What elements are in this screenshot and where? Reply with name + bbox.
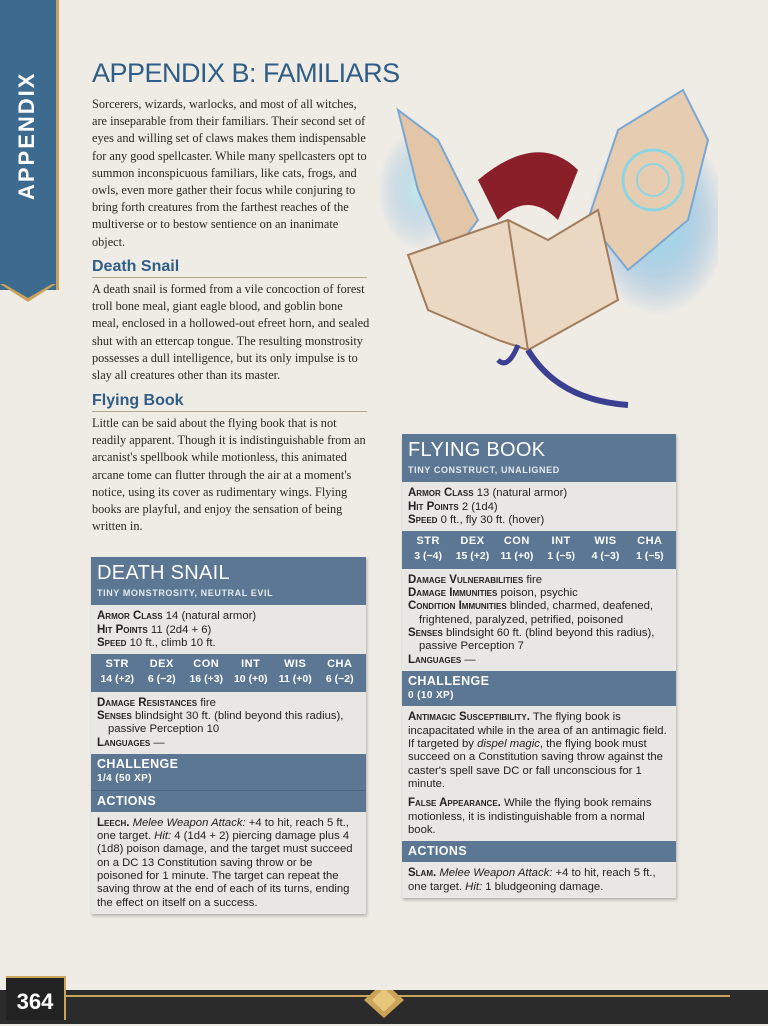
challenge-label: CHALLENGE xyxy=(97,756,179,771)
page-footer xyxy=(0,990,768,1024)
speed-label: Speed xyxy=(97,636,127,649)
trait-text: While the flying book remains motionless, it is indistinguishable from a normal book. xyxy=(408,797,652,836)
senses-value: blindsight 30 ft. (blind beyond this radius), passive Perception 10 xyxy=(108,710,344,736)
condition-immunities-label: Condition Immunities xyxy=(408,600,507,613)
actions-label: ACTIONS xyxy=(408,844,468,859)
condition-immunities-value: blinded, charmed, deafened, frightened, paralyzed, petrified, poisoned xyxy=(419,600,654,626)
challenge-label: CHALLENGE xyxy=(408,673,490,688)
challenge-value: 1/4 (50 XP) xyxy=(97,773,152,785)
page-number: 364 xyxy=(6,976,66,1020)
hp-value: 2 (1d4) xyxy=(461,500,498,513)
actions-band xyxy=(91,790,366,812)
languages-value: — xyxy=(464,653,476,666)
footer-ornament xyxy=(0,990,768,1024)
damage-immunities-value: poison, psychic xyxy=(500,587,578,600)
intro-paragraph: Sorcerers, wizards, warlocks, and most of all witches, are inseparable from their familiars. Their second set of eyes and willing set of claws makes them indispensable for any good spellcaster. While many spellcasters opt to summon inconspicuous familiars, like cats, frogs, and owls, even more gather their focus while conjuring to bring forth creatures from the farthest reaches of the multiverse or to bestow sentience on an inanimate object. xyxy=(92,97,367,249)
trait-text: , the flying book must succeed on a Constitution saving throw against the caster's spell save DC or fall unconscious for 1 minute. xyxy=(408,738,663,790)
ability-value: 1 (−5) xyxy=(547,550,576,563)
challenge-band xyxy=(91,754,366,790)
resistances-value: fire xyxy=(200,696,216,709)
ability-value: 3 (−4) xyxy=(414,550,443,563)
ability-value: 6 (−2) xyxy=(325,673,354,686)
death-snail-heading: Death Snail xyxy=(92,258,367,278)
languages-value: — xyxy=(153,736,165,749)
action-text: 1 bludgeoning damage. xyxy=(482,880,604,893)
challenge-value: 0 (10 XP) xyxy=(408,690,454,702)
ability-name: STR xyxy=(416,535,440,548)
action-leech xyxy=(97,817,360,910)
flying-book-heading: Flying Book xyxy=(92,392,367,412)
side-tab-ornament xyxy=(0,284,56,304)
defense-section xyxy=(91,605,366,654)
flying-book-illustration xyxy=(378,70,718,420)
ability-value: 6 (−2) xyxy=(147,673,176,686)
ability-value: 1 (−5) xyxy=(635,550,664,563)
languages-label: Languages xyxy=(408,653,462,666)
ability-value: 16 (+3) xyxy=(189,673,224,686)
ability-value: 4 (−3) xyxy=(591,550,620,563)
ability-name: DEX xyxy=(460,535,485,548)
creature-name: DEATH SNAIL xyxy=(97,562,230,584)
trait-antimagic xyxy=(408,711,670,791)
senses-value: blindsight 60 ft. (blind beyond this radius), passive Perception 7 xyxy=(419,626,655,653)
ability-name: CON xyxy=(193,658,220,671)
hit-label: Hit: xyxy=(154,830,172,843)
trait-false-appearance xyxy=(408,797,670,837)
ac-value: 14 (natural armor) xyxy=(165,610,257,623)
ability-scores xyxy=(91,654,366,692)
hp-value: 11 (2d4 + 6) xyxy=(150,623,212,636)
action-text: +4 to hit, reach 5 ft., one target. xyxy=(408,867,656,893)
actions-band xyxy=(402,841,676,862)
ability-name: CHA xyxy=(327,658,353,671)
trait-name: Antimagic Susceptibility. xyxy=(408,711,530,724)
flying-book-paragraph: Little can be said about the flying book that is not readily apparent. Though it is indistinguishable from an arcanist's spellbook while motionless, this animated arcane tome can flutter through the air at a moment's notice, using its cover as rudimentary wings. Flying books are playful, and enjoy the sensation of being written in. xyxy=(92,416,366,534)
ability-name: CHA xyxy=(637,535,663,548)
appendix-side-tab xyxy=(0,0,59,290)
actions-section xyxy=(91,812,366,914)
ability-value: 11 (+0) xyxy=(278,673,312,686)
ability-name: WIS xyxy=(594,535,617,548)
hp-label: Hit Points xyxy=(408,500,459,513)
ability-value: 11 (+0) xyxy=(500,550,534,563)
trait-text: The flying book is incapacitated while in the area of an antimagic field. If targeted by xyxy=(408,711,667,751)
action-slam xyxy=(408,867,670,894)
challenge-band xyxy=(402,671,676,707)
creature-type: TINY CONSTRUCT, UNALIGNED xyxy=(408,465,560,475)
ability-name: INT xyxy=(551,535,571,548)
ac-label: Armor Class xyxy=(408,487,474,500)
speed-label: Speed xyxy=(408,513,438,526)
ability-value: 14 (+2) xyxy=(100,673,135,686)
hp-label: Hit Points xyxy=(97,623,148,636)
death-snail-stat-block xyxy=(91,557,366,914)
resistances-label: Damage Resistances xyxy=(97,696,198,709)
properties-section xyxy=(402,569,676,671)
ac-label: Armor Class xyxy=(97,610,163,623)
ability-name: DEX xyxy=(149,658,174,671)
languages-label: Languages xyxy=(97,736,151,749)
actions-section xyxy=(402,862,676,898)
ability-name: CON xyxy=(503,535,530,548)
spell-name: dispel magic xyxy=(477,738,540,751)
attack-type: Melee Weapon Attack: xyxy=(132,816,246,829)
action-name: Slam. xyxy=(408,867,437,880)
ability-name: STR xyxy=(105,658,129,671)
defense-section xyxy=(402,482,676,531)
ability-value: 15 (+2) xyxy=(455,550,490,563)
creature-name: FLYING BOOK xyxy=(408,439,546,461)
action-text: +4 to hit, reach 5 ft., one target. xyxy=(97,816,349,843)
side-tab-label: APPENDIX xyxy=(14,71,39,200)
action-name: Leech. xyxy=(97,816,130,829)
senses-label: Senses xyxy=(408,626,443,639)
ac-value: 13 (natural armor) xyxy=(476,487,568,500)
stat-header xyxy=(402,434,676,482)
properties-section xyxy=(91,692,366,754)
damage-immunities-label: Damage Immunities xyxy=(408,587,498,600)
actions-label: ACTIONS xyxy=(97,793,157,808)
page-title: APPENDIX B: FAMILIARS xyxy=(92,58,400,88)
trait-name: False Appearance. xyxy=(408,797,501,810)
ability-name: INT xyxy=(241,658,261,671)
vulnerabilities-value: fire xyxy=(526,573,543,586)
traits-section xyxy=(402,706,676,841)
hit-label: Hit: xyxy=(465,880,483,893)
ability-value: 10 (+0) xyxy=(233,673,268,686)
vulnerabilities-label: Damage Vulnerabilities xyxy=(408,573,524,586)
creature-type: TINY MONSTROSITY, NEUTRAL EVIL xyxy=(97,588,274,598)
death-snail-paragraph: A death snail is formed from a vile concoction of forest troll bone meal, giant eagle blood, and goblin bone meal, enclosed in a hollowed-out efreet horn, and sealed shut with an ettercap tongue. The resulting monstrosity possesses a dull intelligence, but its only impulse is to slay all creatures other than its master. xyxy=(92,282,370,383)
speed-value: 0 ft., fly 30 ft. (hover) xyxy=(440,513,545,526)
ability-scores xyxy=(402,531,676,569)
flying-book-stat-block xyxy=(402,434,676,898)
attack-type: Melee Weapon Attack: xyxy=(439,867,553,880)
action-text: 4 (1d4 + 2) piercing damage plus 4 (1d8) poison damage, and the target must succeed on a DC 13 Constitution saving throw or be poisoned for 1 minute. The target can repeat the saving throw at the end of each of its turns, ending the effect on itself on a success. xyxy=(97,830,353,909)
senses-label: Senses xyxy=(97,710,132,723)
speed-value: 10 ft., climb 10 ft. xyxy=(129,636,216,649)
ability-name: WIS xyxy=(284,658,307,671)
stat-header xyxy=(91,557,366,605)
